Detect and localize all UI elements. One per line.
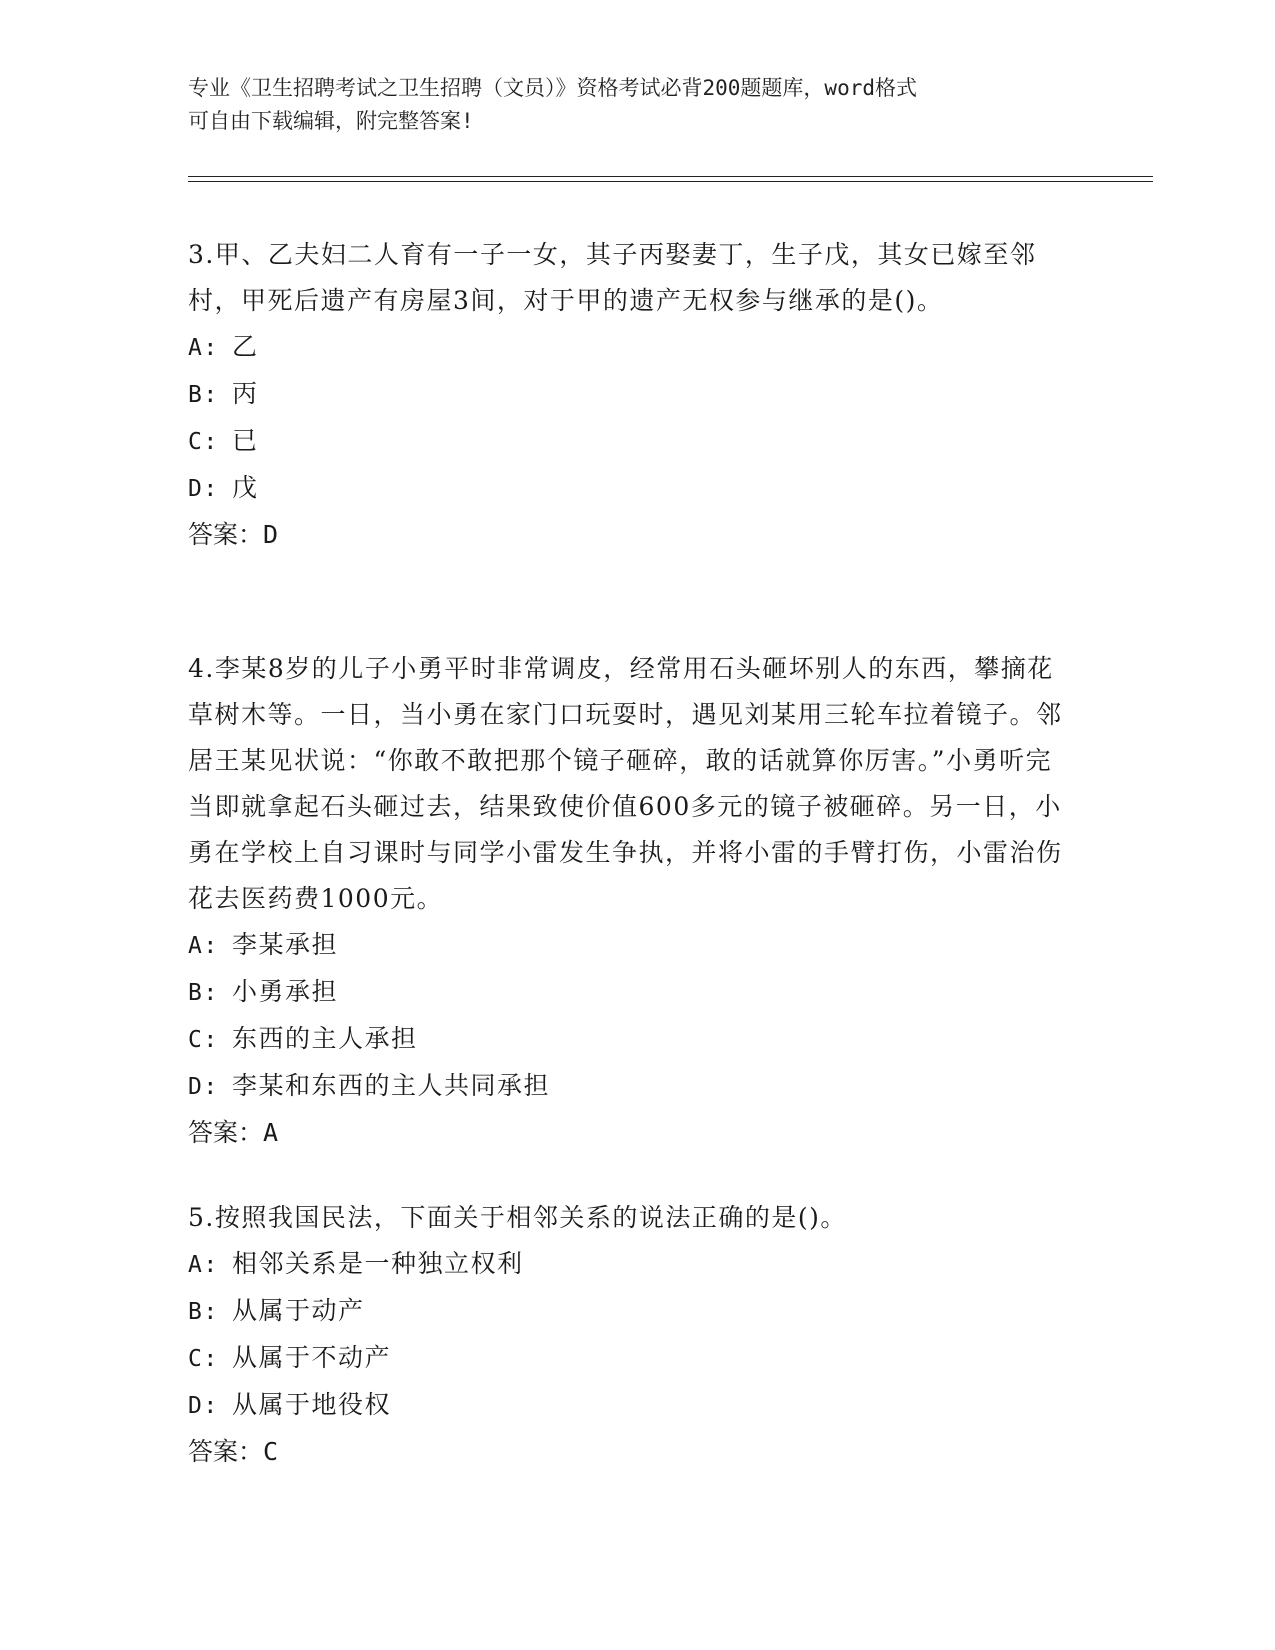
option-text: 相邻关系是一种独立权利 <box>232 1249 524 1278</box>
answer-value: A <box>263 1118 279 1147</box>
option-text: 李某承担 <box>232 930 339 959</box>
option-a <box>188 324 1068 371</box>
option-text: 东西的主人承担 <box>232 1024 418 1053</box>
option-key: D: <box>188 1393 219 1419</box>
option-text: 丙 <box>232 379 259 408</box>
option-a <box>188 922 1068 969</box>
option-c <box>188 418 1068 465</box>
option-text: 戊 <box>232 473 259 502</box>
option-d <box>188 1382 1068 1429</box>
question-stem: 3.甲、乙夫妇二人育有一子一女，其子丙娶妻丁，生子戊，其女已嫁至邻村，甲死后遗产有房屋3间，对于甲的遗产无权参与继承的是()。 <box>188 240 1037 315</box>
option-d <box>188 1063 1068 1110</box>
option-text: 李某和东西的主人共同承担 <box>232 1071 551 1100</box>
option-key: C: <box>188 1346 219 1372</box>
answer-label: 答案： <box>188 520 264 549</box>
option-key: C: <box>188 1027 219 1053</box>
answer-value: D <box>263 520 279 549</box>
question-5 <box>188 1195 1068 1475</box>
option-a <box>188 1241 1068 1288</box>
option-key: A: <box>188 335 219 361</box>
option-key: B: <box>188 980 219 1006</box>
question-3 <box>188 232 1068 558</box>
option-key: A: <box>188 1252 219 1278</box>
option-text: 从属于不动产 <box>232 1343 392 1372</box>
option-b <box>188 1288 1068 1335</box>
answer-label: 答案： <box>188 1118 264 1147</box>
answer-line <box>188 1429 1068 1475</box>
option-key: A: <box>188 933 219 959</box>
option-text: 从属于动产 <box>232 1296 365 1325</box>
option-d <box>188 465 1068 512</box>
answer-label: 答案： <box>188 1437 264 1466</box>
answer-line <box>188 1110 1068 1156</box>
option-text: 已 <box>232 426 259 455</box>
option-key: D: <box>188 476 219 502</box>
question-4 <box>188 646 1068 1156</box>
option-c <box>188 1016 1068 1063</box>
header-divider-top <box>188 176 1153 177</box>
option-key: D: <box>188 1074 219 1100</box>
answer-value: C <box>263 1437 279 1466</box>
question-stem: 4.李某8岁的儿子小勇平时非常调皮，经常用石头砸坏别人的东西，攀摘花草树木等。一日，当小勇在家门口玩耍时，遇见刘某用三轮车拉着镜子。邻居王某见状说：“你敢不敢把那个镜子砸碎，敢的话就算你厉害。”小勇听完当即就拿起石头砸过去，结果致使价值600多元的镜子被砸碎。另一日，小勇在学校上自习课时与同学小雷发生争执，并将小雷的手臂打伤，小雷治伤花去医药费1000元。 <box>188 654 1063 913</box>
option-key: B: <box>188 382 219 408</box>
option-text: 小勇承担 <box>232 977 339 1006</box>
answer-line <box>188 512 1068 558</box>
question-stem: 5.按照我国民法，下面关于相邻关系的说法正确的是()。 <box>188 1203 847 1232</box>
option-b <box>188 969 1068 1016</box>
document-header <box>188 72 1068 138</box>
option-text: 乙 <box>232 332 259 361</box>
header-divider-bottom <box>188 181 1153 182</box>
option-b <box>188 371 1068 418</box>
option-text: 从属于地役权 <box>232 1390 392 1419</box>
option-key: C: <box>188 429 219 455</box>
header-line-2: 可自由下载编辑，附完整答案! <box>188 109 474 133</box>
option-key: B: <box>188 1299 219 1325</box>
option-c <box>188 1335 1068 1382</box>
header-line-1: 专业《卫生招聘考试之卫生招聘（文员）》资格考试必背200题题库，word格式 <box>188 76 917 100</box>
